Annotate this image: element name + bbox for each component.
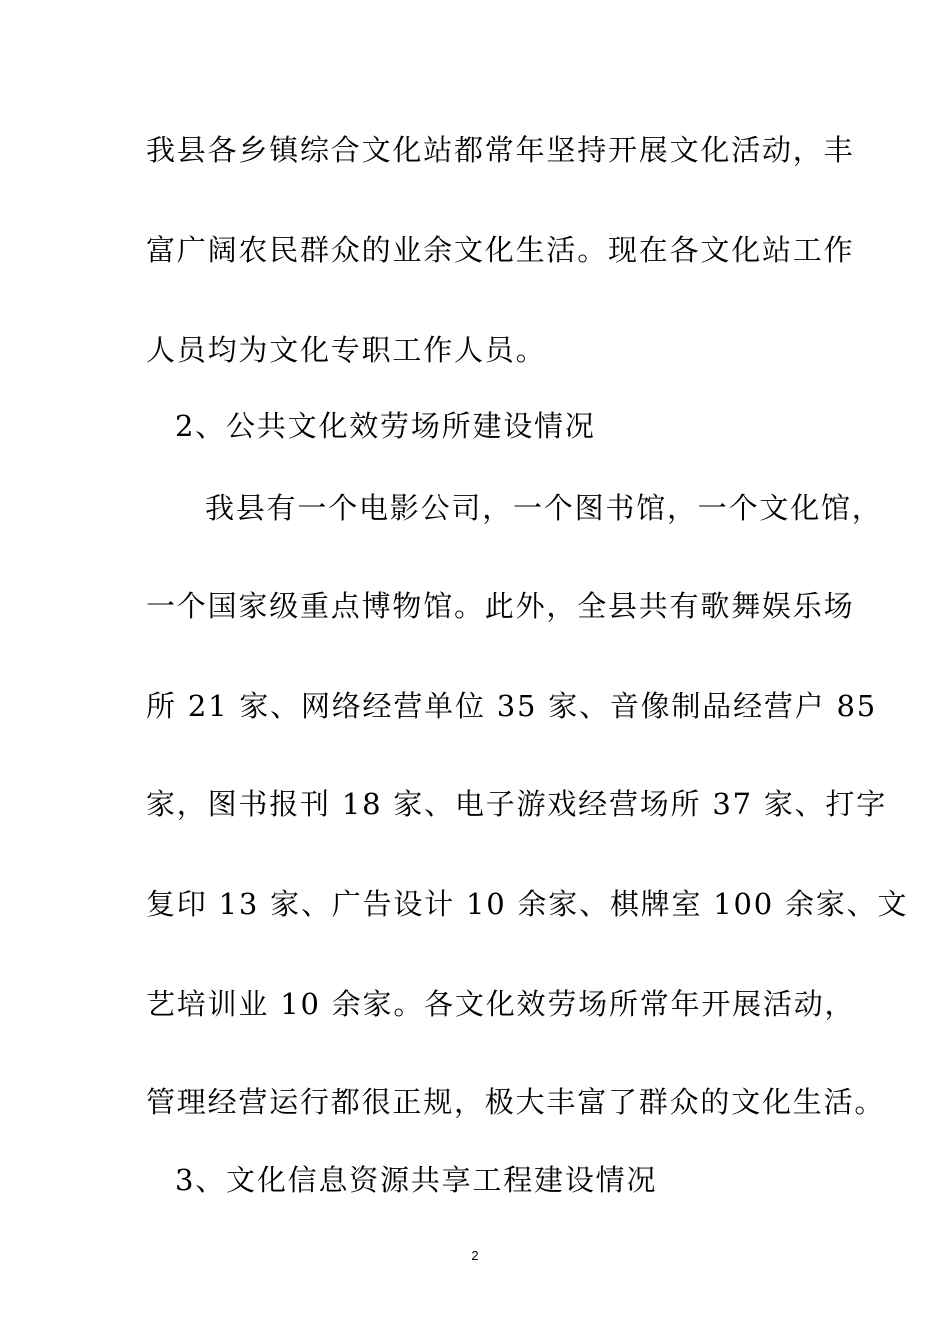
paragraph-line: 人员均为文化专职工作人员。 bbox=[146, 333, 547, 367]
paragraph-line: 我县有一个电影公司，一个图书馆，一个文化馆， bbox=[205, 491, 883, 525]
paragraph-line: 所 21 家、网络经营单位 35 家、音像制品经营户 85 bbox=[146, 689, 877, 723]
paragraph-line: 一个国家级重点博物馆。此外，全县共有歌舞娱乐场 bbox=[146, 589, 855, 623]
paragraph-line: 管理经营运行都很正规，极大丰富了群众的文化生活。 bbox=[146, 1085, 886, 1119]
paragraph-line: 复印 13 家、广告设计 10 余家、棋牌室 100 余家、文 bbox=[146, 887, 909, 921]
section-heading-3: 3、文化信息资源共享工程建设情况 bbox=[175, 1163, 658, 1197]
paragraph-line: 艺培训业 10 余家。各文化效劳场所常年开展活动， bbox=[146, 987, 856, 1021]
paragraph-line: 家，图书报刊 18 家、电子游戏经营场所 37 家、打字 bbox=[146, 787, 888, 821]
page-number: 2 bbox=[471, 1248, 479, 1263]
paragraph-line: 我县各乡镇综合文化站都常年坚持开展文化活动，丰 bbox=[146, 133, 855, 167]
paragraph-line: 富广阔农民群众的业余文化生活。现在各文化站工作 bbox=[146, 233, 855, 267]
section-heading-2: 2、公共文化效劳场所建设情况 bbox=[175, 409, 596, 443]
